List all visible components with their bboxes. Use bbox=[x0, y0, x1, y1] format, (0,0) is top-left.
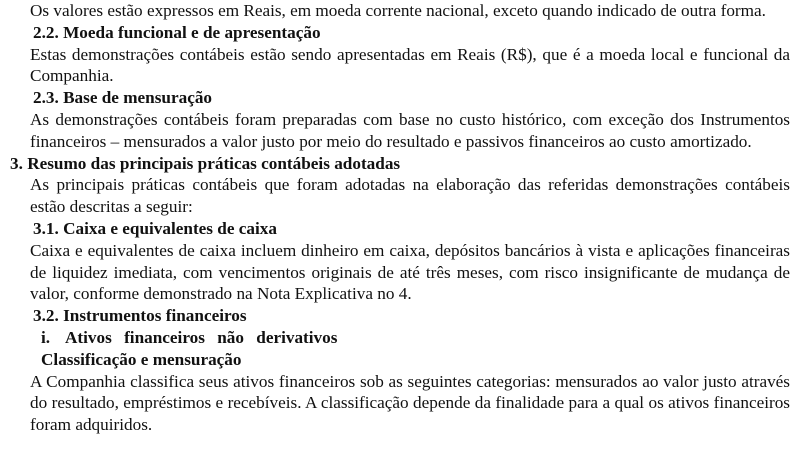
paragraph-accounting-practices: As principais práticas contábeis que foram adotadas na elaboração das referidas demonstrações contábeis estão descritas a seguir: bbox=[30, 175, 790, 217]
paragraph-measurement-basis: As demonstrações contábeis foram preparadas com base no custo histórico, com exceção dos Instrumentos financeiros – mensurados a valor justo por meio do resultado e passivos financeiros ao custo amortizado. bbox=[30, 109, 790, 151]
list-number: i. bbox=[41, 327, 51, 347]
paragraph-functional-currency: Estas demonstrações contábeis estão sendo apresentadas em Reais (R$), que é a moeda local e funcional da Companhia. bbox=[30, 44, 790, 86]
heading-3-2-financial-instruments: 3.2. Instrumentos financeiros bbox=[33, 306, 247, 326]
heading-2-2-functional-currency: 2.2. Moeda funcional e de apresentação bbox=[33, 22, 321, 42]
heading-2-3-measurement-basis: 2.3. Base de mensuração bbox=[33, 88, 213, 108]
heading-i-text: Ativos financeiros não derivativos bbox=[65, 327, 338, 347]
paragraph-classification: A Companhia classifica seus ativos financeiros sob as seguintes categorias: mensurados ao valor justo através do resultado, empréstimos e recebíveis. A classificação depende da finalidade para a qual os ativos financeiros foram adquiridos. bbox=[30, 371, 790, 435]
heading-3-accounting-practices: 3. Resumo das principais práticas contábeis adotadas bbox=[10, 153, 401, 173]
paragraph-currency-note: Os valores estão expressos em Reais, em moeda corrente nacional, exceto quando indicado de outra forma. bbox=[30, 1, 766, 20]
heading-3-1-cash: 3.1. Caixa e equivalentes de caixa bbox=[33, 218, 277, 238]
paragraph-cash: Caixa e equivalentes de caixa incluem dinheiro em caixa, depósitos bancários à vista e aplicações financeiras de liquidez imediata, com vencimentos originais de até três meses, com risco insignificante de mudança de valor, conforme demonstrado na Nota Explicativa no 4. bbox=[30, 240, 790, 304]
heading-classification-measurement: Classificação e mensuração bbox=[41, 349, 242, 369]
heading-i-non-derivative-assets bbox=[30, 327, 790, 349]
